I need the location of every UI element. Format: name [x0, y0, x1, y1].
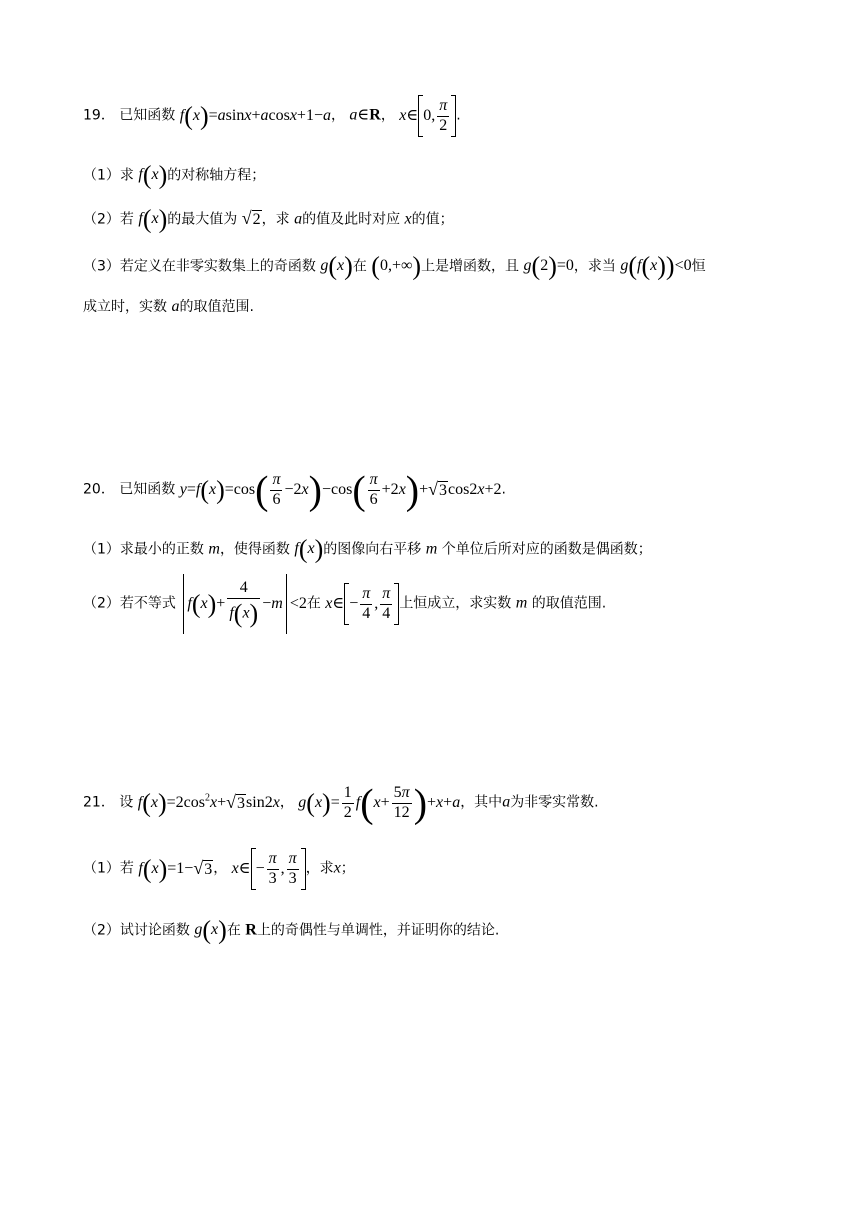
math-expr: f(x) — [138, 161, 168, 190]
problem-21-stem: 21． 设 $f(x)=2\cos^2x+√3\sin 2x$， g(x)= $\frac{1}{2}$ f(x+ $\frac{5\pi}{12}$ )+x+a，其中a为非零实常数. — [83, 780, 599, 825]
problem-20-part-2: （2）若不等式 f(x)+ $\frac{4}{f(x)}$ −m <2在 x∈ − $\frac{\pi}{4}$ , $\frac{\pi}{4}$ 上恒成立，求实数 m 的取值范围. — [83, 574, 800, 634]
problem-21-part-1: （1）若 f(x)=1−√3， x∈ − $\frac{\pi}{3}$ , $\frac{\pi}{3}$ ，求x； — [83, 848, 800, 890]
problem-20-stem: 20． 已知函数 y=f(x)=cos( $\frac{\pi}{6}$ −2x)−cos( $\frac{\pi}{6}$ +2x)+√3cos2x+2. — [83, 467, 506, 512]
math-expr: f(x) — [138, 205, 168, 234]
problem-21-part-2: （2）试讨论函数 g(x)在 R上的奇偶性与单调性，并证明你的结论. — [83, 916, 500, 945]
problem-20-part-1: （1）求最小的正数 m，使得函数 f(x)的图像向右平移 m 个单位后所对应的函数是偶函数； — [83, 535, 652, 564]
problem-intro: 已知函数 — [119, 107, 176, 124]
math-expr: g(x)= $\frac{1}{2}$ f(x+ $\frac{5\pi}{12}$ )+x+a — [298, 780, 461, 825]
math-expr: √2 — [241, 208, 261, 229]
math-expr: g(f(x))<0 — [620, 252, 692, 281]
math-expr: x∈ 0, $\frac{\pi}{2}$ — [399, 107, 456, 124]
problem-19-stem: 19． 已知函数 f(x)=asinx+acosx+1−a， a∈R， x∈ 0, $\frac{\pi}{2}$ . — [83, 95, 800, 137]
math-expr: a∈R — [349, 106, 381, 124]
math-expr: y=f(x)=cos( $\frac{\pi}{6}$ −2x)−cos( $\frac{\pi}{6}$ +2x)+√3cos2x+2 — [179, 467, 502, 512]
problem-19-part-1: （1）求 f(x)的对称轴方程； — [83, 161, 266, 190]
problem-intro: 已知函数 — [119, 481, 176, 498]
problem-intro: 设 — [119, 794, 134, 811]
math-expr: g(x) — [320, 252, 353, 281]
problem-19-part-3-cont: 成立时，实数 a的取值范围. — [83, 298, 254, 315]
problem-number: 20． — [83, 481, 115, 498]
problem-19-part-3: （3）若定义在非零实数集上的奇函数 g(x)在 (0,+∞)上是增函数，且 g(2)=0，求当 g(f(x))<0恒 — [83, 252, 706, 281]
math-expr: g(2)=0 — [523, 252, 574, 281]
math-expr: f(x)+ $\frac{4}{f(x)}$ −m <2 — [180, 595, 306, 612]
math-expr: x∈ − $\frac{\pi}{3}$ , $\frac{\pi}{3}$ — [232, 860, 306, 877]
problem-number: 19． — [83, 107, 115, 124]
math-expr: f(x) — [294, 535, 324, 564]
math-expr: x∈ − $\frac{\pi}{4}$ , $\frac{\pi}{4}$ — [325, 595, 399, 612]
math-expr: g(x) — [194, 916, 227, 945]
problem-19-part-2: （2）若 f(x)的最大值为 √2，求 a的值及此时对应 x的值； — [83, 205, 454, 234]
math-expr: f(x)=1−√3 — [138, 854, 213, 884]
math-expr: f(x)=asinx+acosx+1−a — [179, 101, 331, 131]
math-expr: (0,+∞) — [371, 252, 422, 281]
problem-number: 21． — [83, 794, 115, 811]
math-expr: $f(x)=2\cos^2x+√3\sin 2x$ — [137, 788, 280, 818]
